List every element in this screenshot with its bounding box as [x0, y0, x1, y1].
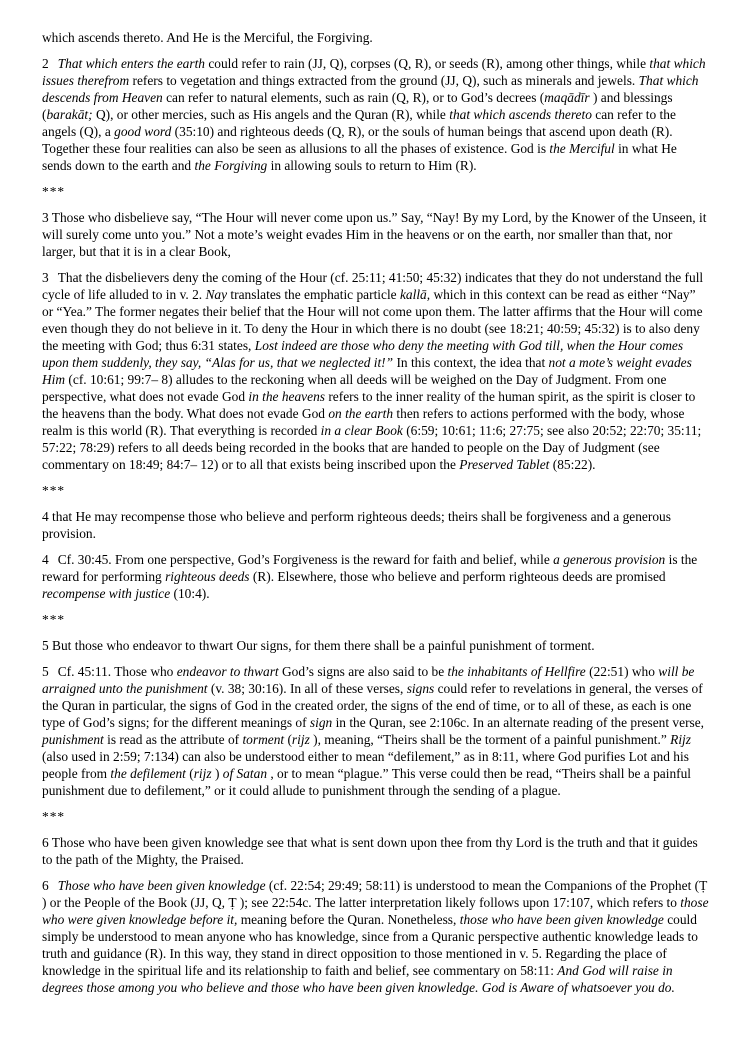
italic-text-segment: a generous provision — [553, 552, 666, 567]
italic-text-segment: recompense with justice — [42, 586, 171, 601]
text-segment: (cf. 22:54; 29:49; 58:11) is understood to mean the Companions of the Prophet (Ṭ ) or the People of the Book (JJ, Q, Ṭ ); see 22:54c. The latter interpretation likely follows upon 17:107, which refers to — [42, 878, 708, 910]
paragraph-number: 3 — [42, 270, 49, 285]
italic-text-segment: the inhabitants of Hellfire — [447, 664, 586, 679]
italic-text-segment: And God will raise in degrees those among you who believe and those who have been given knowledge. God is Aware of whatsoever you do. — [42, 963, 675, 995]
commentary-paragraph — [42, 55, 709, 174]
italic-text-segment: torment — [242, 732, 285, 747]
italic-text-segment: Nay — [205, 287, 228, 302]
text-segment: 6 Those who have been given knowledge see that what is sent down upon thee from thy Lord is the truth and that it guides to the path of the Mighty, the Praised. — [42, 835, 698, 867]
text-segment: in what He sends down to the earth and — [42, 141, 677, 173]
italic-text-segment: Preserved Tablet — [459, 457, 550, 472]
text-segment: is read as the attribute of — [103, 732, 243, 747]
text-segment: Cf. 45:11. Those who — [57, 664, 177, 679]
italic-text-segment: kallā, — [399, 287, 431, 302]
italic-text-segment: rijz — [193, 766, 212, 781]
text-segment: 5 But those who endeavor to thwart Our signs, for them there shall be a painful punishment of torment. — [42, 638, 595, 653]
text-segment: translates the emphatic particle — [227, 287, 400, 302]
section-separator: *** — [42, 184, 66, 199]
italic-text-segment: That which enters the earth — [57, 56, 205, 71]
italic-text-segment: Rijz — [670, 732, 691, 747]
italic-text-segment: endeavor to thwart — [176, 664, 279, 679]
italic-text-segment: on the earth — [328, 406, 394, 421]
commentary-paragraph — [42, 551, 709, 602]
italic-text-segment: will be arraigned unto the punishment — [42, 664, 695, 696]
italic-text-segment: in a clear Book — [320, 423, 403, 438]
text-segment: in the Quran, see 2:106c. In an alternate reading of the present verse, — [332, 715, 705, 730]
italic-text-segment: in the heavens — [248, 389, 325, 404]
text-segment: meaning before the Quran. Nonetheless, — [237, 912, 460, 927]
italic-text-segment: maqādīr — [544, 90, 590, 105]
paragraph-number: 5 — [42, 664, 49, 679]
commentary-paragraph — [42, 663, 709, 799]
text-segment: (10:4). — [170, 586, 210, 601]
italic-text-segment: those who were given knowledge before it, — [42, 895, 709, 927]
italic-text-segment: of Satan — [222, 766, 268, 781]
paragraph-number: 6 — [42, 878, 49, 893]
text-segment: could simply be understood to mean anyone who has knowledge, since from a Quranic perspective authentic knowledge leads to truth and guidance (R). In this way, they stand in direct opposition to those mentioned in v. 5. Regarding the place of knowledge in the spiritual life and its relationship to faith and belief, see commentary on 58:11: — [42, 912, 698, 978]
commentary-paragraph — [42, 269, 709, 473]
text-segment: 4 that He may recompense those who believe and perform righteous deeds; theirs shall be forgiveness and a generous provision. — [42, 509, 671, 541]
italic-text-segment: the defilement — [110, 766, 186, 781]
text-segment: (85:22). — [549, 457, 596, 472]
verse-paragraph — [42, 508, 709, 542]
text-segment: (6:59; 10:61; 11:6; 27:75; see also 20:52; 22:70; 35:11; 57:22; 78:29) refers to all deeds being recorded in the books that are handed to people on the Day of Judgment (see commentary on 18:49; 84:7– 12) or to all that exists being inscribed upon the — [42, 423, 702, 472]
text-segment: That the disbelievers deny the coming of the Hour (cf. 25:11; 41:50; 45:32) indicates that they do not understand the full cycle of life alluded to in v. 2. — [42, 270, 704, 302]
text-segment: can refer to the angels (Q), a — [42, 107, 676, 139]
verse-paragraph — [42, 29, 709, 46]
italic-text-segment: barakāt; — [46, 107, 93, 122]
text-segment: ( — [185, 766, 194, 781]
text-segment: In this context, the idea that — [393, 355, 549, 370]
italic-text-segment: good word — [114, 124, 172, 139]
text-segment: Cf. 30:45. From one perspective, God’s Forgiveness is the reward for faith and belief, while — [57, 552, 554, 567]
italic-text-segment: signs — [406, 681, 435, 696]
text-segment: then refers to actions performed with the body, whose realm is this world (R). That everything is recorded — [42, 406, 685, 438]
italic-text-segment: rijz — [291, 732, 310, 747]
italic-text-segment: righteous deeds — [165, 569, 250, 584]
italic-text-segment: punishment — [42, 732, 104, 747]
text-segment: in allowing souls to return to Him (R). — [267, 158, 477, 173]
text-segment: could refer to rain (JJ, Q), corpses (Q, R), or seeds (R), among other things, while — [205, 56, 650, 71]
verse-paragraph — [42, 834, 709, 868]
text-segment: , or to mean “plague.” This verse could then be read, “Theirs shall be a painful punishment due to defilement,” or it could allude to punishment through the sending of a plague. — [42, 766, 692, 798]
text-segment: ) and blessings ( — [42, 90, 673, 122]
text-segment: (also used in 2:59; 7:134) can also be understood either to mean “defilement,” as in 8:11, where God purifies Lot and his people from — [42, 749, 689, 781]
text-segment: (35:10) and righteous deeds (Q, R), or the souls of human beings that ascend upon death (R). Together these four realities can also be seen as allusions to all the phases of existence. God is — [42, 124, 673, 156]
verse-paragraph — [42, 209, 709, 260]
verse-paragraph — [42, 637, 709, 654]
section-separator: *** — [42, 483, 66, 498]
section-separator: *** — [42, 612, 66, 627]
text-segment: God’s signs are also said to be — [278, 664, 448, 679]
italic-text-segment: that which ascends thereto — [449, 107, 592, 122]
commentary-paragraph — [42, 877, 709, 996]
text-segment: (cf. 10:61; 99:7– 8) alludes to the reckoning when all deeds will be weighed on the Day of Judgment. From one perspective, what does not evade God — [42, 372, 667, 404]
text-segment: ) — [211, 766, 223, 781]
italic-text-segment: sign — [309, 715, 333, 730]
text-segment: Q), or other mercies, such as His angels and the Quran (R), while — [92, 107, 450, 122]
text-segment: (R). Elsewhere, those who believe and perform righteous deeds are promised — [249, 569, 666, 584]
text-segment: refers to the inner reality of the human spirit, as the spirit is closer to the heavens than the body. What does not evade God — [42, 389, 696, 421]
text-segment: 3 Those who disbelieve say, “The Hour will never come upon us.” Say, “Nay! By my Lord, by the Knower of the Unseen, it will surely come unto you.” Not a mote’s weight evades Him in the heavens or on the earth, nor smaller than that, nor larger, but that it is in a clear Book, — [42, 210, 707, 259]
text-segment: which in this context can be read as either “Nay” or “Yea.” The former negates their belief that the Hour will not come upon them. The latter affirms that the Hour will come even though they do not believe in it. To deny the Hour in which there is no doubt (see 18:21; 40:59; 45:32) is to also deny the meeting with God; thus 6:31 states, — [42, 287, 703, 353]
text-segment: is the reward for performing — [42, 552, 698, 584]
section-separator: *** — [42, 809, 66, 824]
text-column — [42, 29, 709, 996]
italic-text-segment: That which descends from Heaven — [42, 73, 699, 105]
text-segment: ), meaning, “Theirs shall be the torment of a painful punishment.” — [309, 732, 671, 747]
text-segment: which ascends thereto. And He is the Merciful, the Forgiving. — [42, 30, 373, 45]
text-segment: ( — [284, 732, 292, 747]
paragraph-number: 2 — [42, 56, 49, 71]
italic-text-segment: not a mote’s weight evades Him — [42, 355, 692, 387]
text-segment: refers to vegetation and things extracted from the ground (JJ, Q), such as minerals and jewels. — [129, 73, 639, 88]
italic-text-segment: the Merciful — [549, 141, 615, 156]
paragraph-number: 4 — [42, 552, 49, 567]
text-segment: could refer to revelations in general, the verses of the Quran in particular, the signs of God in the created order, the signs of the end of time, or to all of these, as each is one type of God’s signs; for the different meanings of — [42, 681, 703, 730]
text-segment: (22:51) who — [585, 664, 659, 679]
text-segment: (v. 38; 30:16). In all of these verses, — [207, 681, 407, 696]
italic-text-segment: those who have been given knowledge — [459, 912, 664, 927]
italic-text-segment: the Forgiving — [194, 158, 268, 173]
italic-text-segment: that which issues therefrom — [42, 56, 706, 88]
text-segment: can refer to natural elements, such as rain (Q, R), or to God’s decrees ( — [162, 90, 545, 105]
italic-text-segment: Those who have been given knowledge — [57, 878, 266, 893]
italic-text-segment: Lost indeed are those who deny the meeting with God till, when the Hour comes upon them suddenly, they say, “Alas for us, that we neglected it!” — [42, 338, 684, 370]
